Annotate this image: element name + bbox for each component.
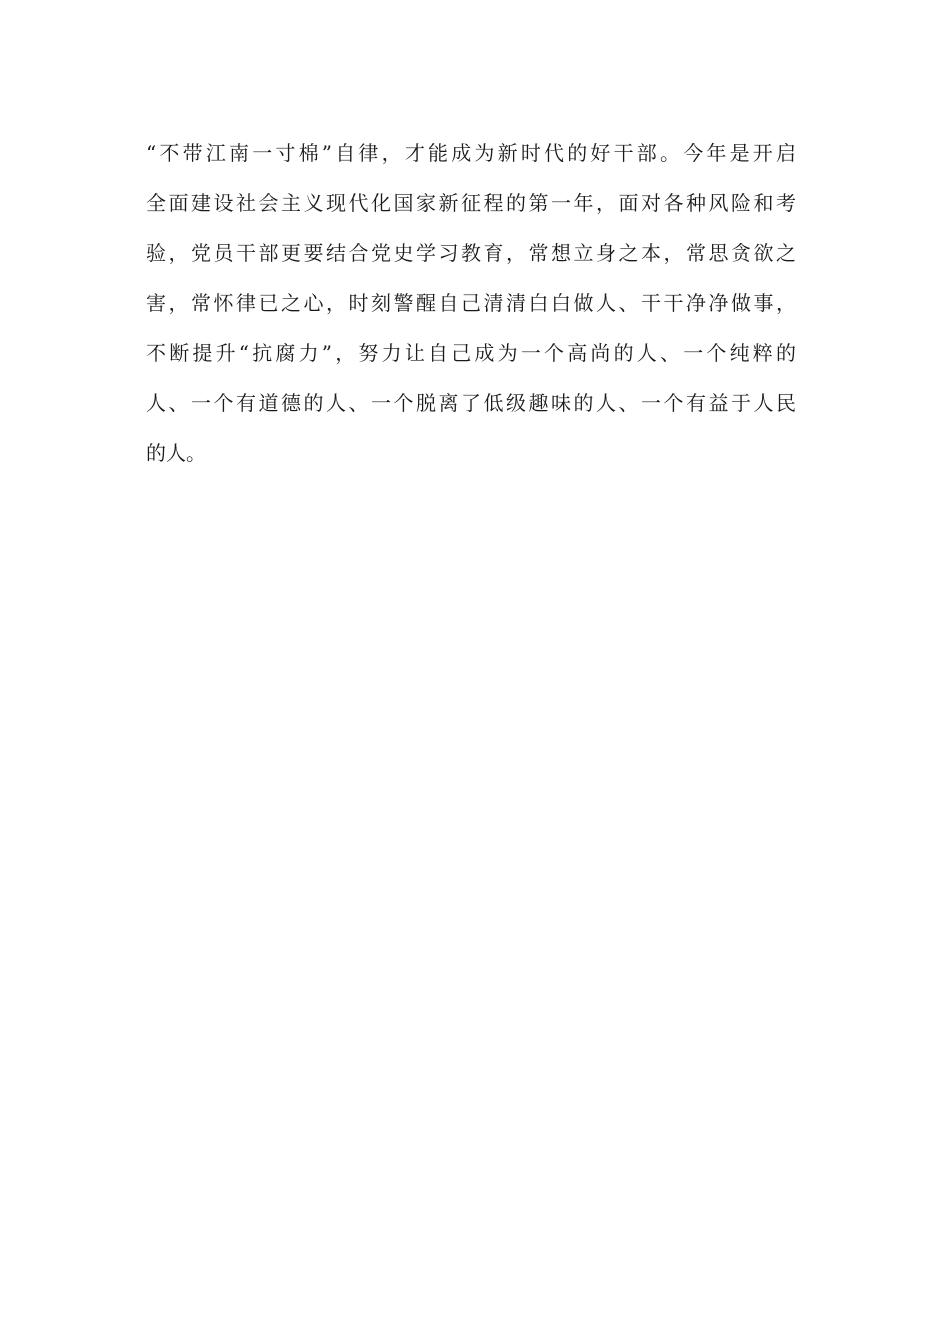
- paragraph-line: 不断提升“抗腐力”，努力让自己成为一个高尚的人、一个纯粹的: [146, 341, 796, 365]
- paragraph-line: 验，党员干部更要结合党史学习教育，常想立身之本，常思贪欲之: [146, 241, 796, 265]
- body-paragraph: [146, 128, 796, 478]
- paragraph-line: 害，常怀律已之心，时刻警醒自己清清白白做人、干干净净做事，: [146, 291, 796, 315]
- paragraph-line: 人、一个有道德的人、一个脱离了低级趣味的人、一个有益于人民: [146, 391, 796, 415]
- paragraph-line: “不带江南一寸棉”自律，才能成为新时代的好干部。今年是开启: [146, 141, 796, 165]
- paragraph-line: 的人。: [146, 441, 206, 465]
- paragraph-line: 全面建设社会主义现代化国家新征程的第一年，面对各种风险和考: [146, 191, 796, 215]
